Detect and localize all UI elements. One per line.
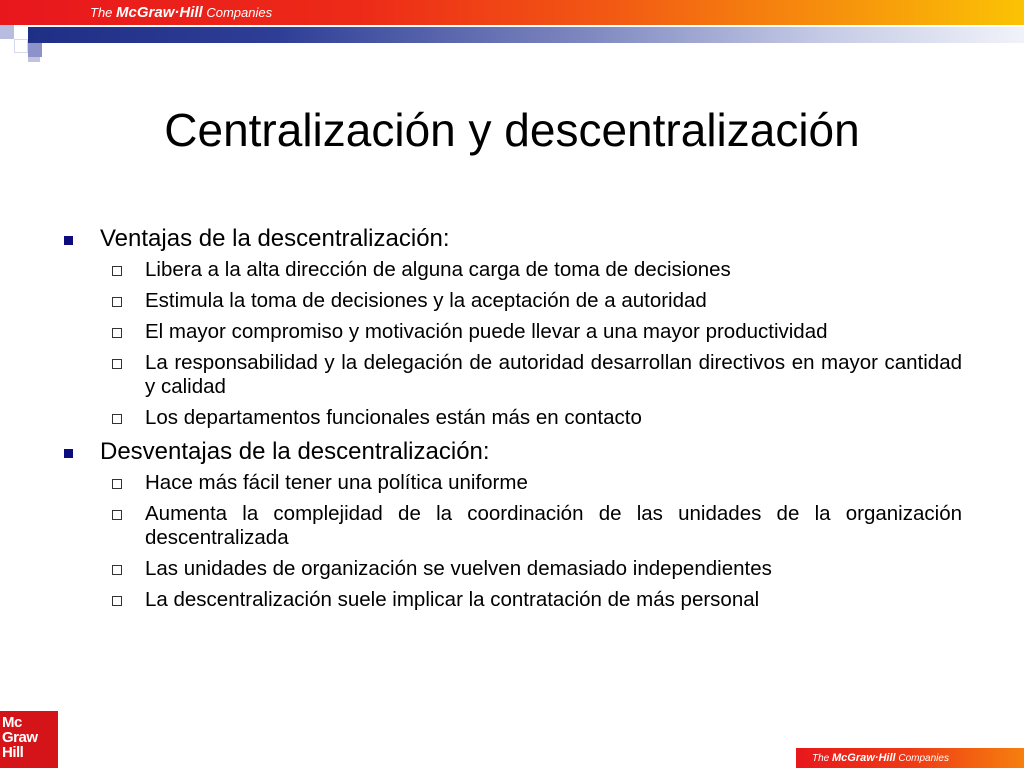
brand-suffix: Companies: [206, 5, 273, 20]
list-item-text: Libera a la alta dirección de alguna carga de toma de decisiones: [145, 258, 731, 281]
hollow-square-bullet-icon: [112, 297, 122, 307]
mcgraw-hill-logo: [0, 711, 58, 768]
decorative-blue-stripe: [28, 27, 1024, 43]
section-heading-text: Ventajas de la descentralización:: [100, 225, 450, 252]
logo-line: Hill: [2, 744, 24, 761]
decorative-square: [0, 25, 14, 39]
hollow-square-bullet-icon: [112, 266, 122, 276]
top-brand-banner: [0, 0, 1024, 25]
slide-title: Centralización y descentralización: [164, 104, 860, 156]
slide-content: [60, 224, 962, 619]
footer-brand-prefix: The: [812, 753, 830, 764]
section-heading-advantages: [60, 224, 962, 254]
hollow-square-bullet-icon: [112, 479, 122, 489]
brand-prefix: The: [90, 5, 113, 20]
decorative-square: [0, 39, 14, 53]
hollow-square-bullet-icon: [112, 510, 122, 520]
hollow-square-bullet-icon: [112, 596, 122, 606]
logo-line: Mc: [2, 714, 22, 731]
brand-name: McGraw·Hill: [116, 4, 203, 21]
list-item: [60, 320, 962, 344]
list-item-text: Aumenta la complejidad de la coordinación de las unidades de la organización descentralizada: [145, 502, 962, 549]
decorative-square: [14, 39, 28, 53]
decorative-square: [28, 57, 40, 62]
footer-brand-suffix: Companies: [898, 753, 949, 764]
section-heading-text: Desventajas de la descentralización:: [100, 438, 490, 465]
decorative-square: [14, 25, 28, 39]
list-item-text: Hace más fácil tener una política uniforme: [145, 471, 528, 494]
logo-line: Graw: [2, 729, 38, 746]
square-bullet-icon: [64, 449, 73, 458]
footer-brand-tag: [796, 748, 1024, 768]
list-item-text: Estimula la toma de decisiones y la aceptación de a autoridad: [145, 289, 707, 312]
list-item-text: La responsabilidad y la delegación de autoridad desarrollan directivos en mayor cantidad y calidad: [145, 351, 962, 398]
footer-brand-name: McGraw·Hill: [832, 752, 896, 764]
list-item: [60, 502, 962, 550]
decorative-square: [28, 43, 42, 57]
list-item: [60, 289, 962, 313]
brand-wordmark: [90, 3, 272, 23]
list-item: [60, 588, 962, 612]
square-bullet-icon: [64, 236, 73, 245]
list-item-text: Las unidades de organización se vuelven demasiado independientes: [145, 557, 772, 580]
list-item: [60, 258, 962, 282]
hollow-square-bullet-icon: [112, 414, 122, 424]
list-item-text: La descentralización suele implicar la contratación de más personal: [145, 588, 760, 611]
list-item: [60, 557, 962, 581]
list-item: [60, 471, 962, 495]
section-heading-disadvantages: [60, 437, 962, 467]
list-item: [60, 351, 962, 399]
hollow-square-bullet-icon: [112, 359, 122, 369]
hollow-square-bullet-icon: [112, 565, 122, 575]
list-item-text: Los departamentos funcionales están más en contacto: [145, 406, 642, 429]
list-item: [60, 406, 962, 430]
hollow-square-bullet-icon: [112, 328, 122, 338]
list-item-text: El mayor compromiso y motivación puede llevar a una mayor productividad: [145, 320, 828, 343]
